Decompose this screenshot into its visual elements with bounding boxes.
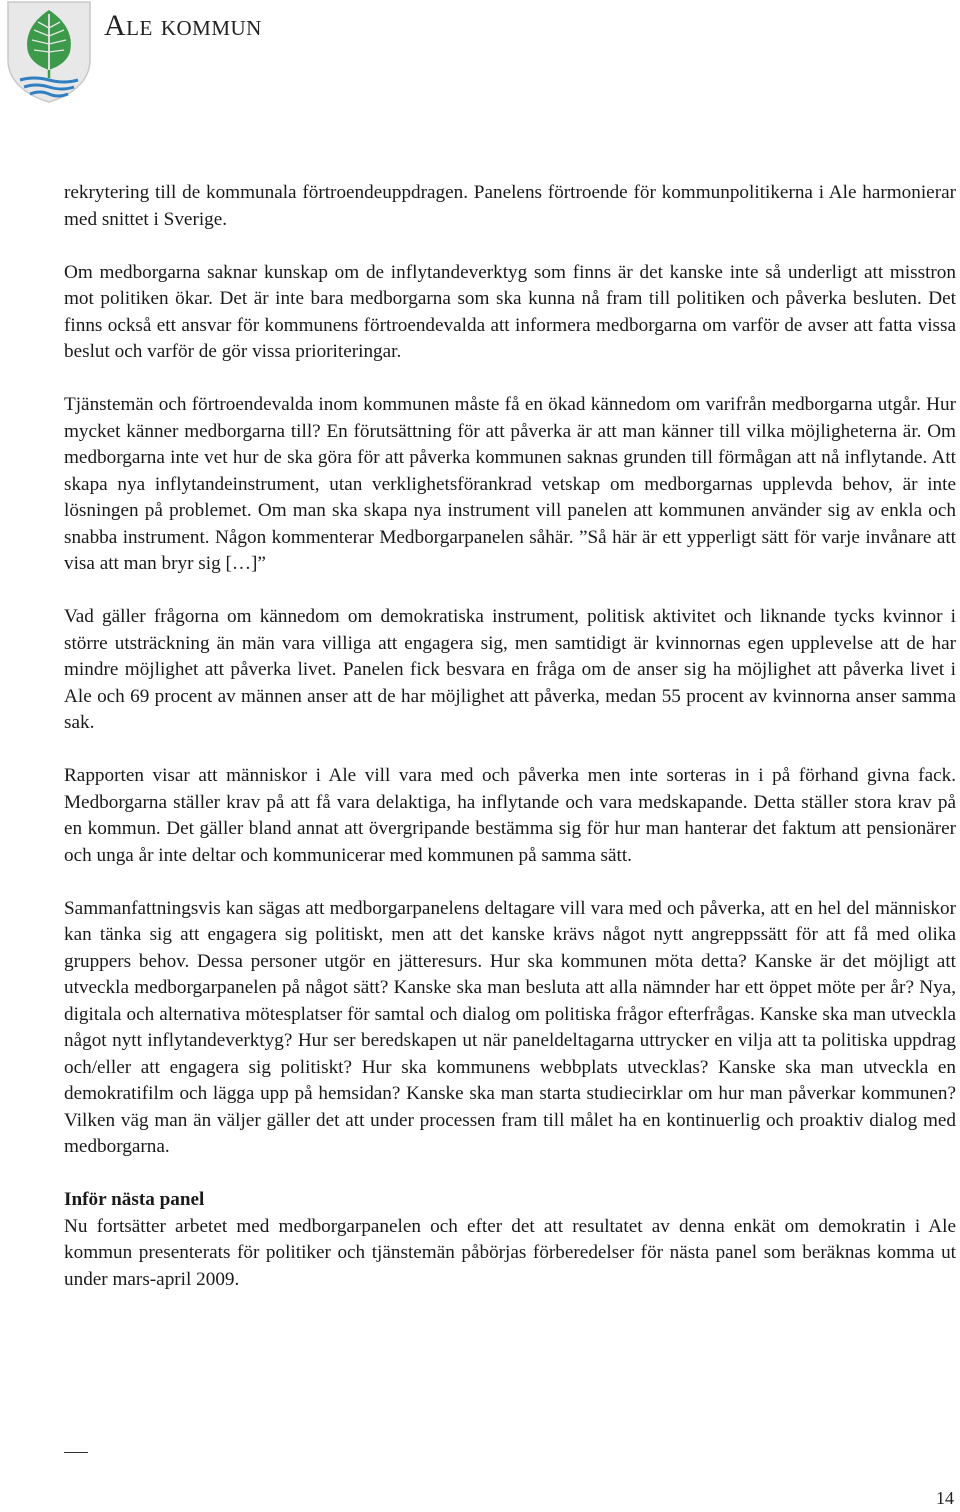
section-paragraph: Nu fortsätter arbetet med medborgarpanelen och efter det att resultatet av denna enkät om demokratin i Ale kommun presenterats för politiker och tjänstemän påbörjas förberedelser för nästa panel som beräknas komma ut under mars-april 2009. — [64, 1215, 956, 1290]
footnote-divider — [64, 1452, 88, 1453]
paragraph: Om medborgarna saknar kunskap om de inflytandeverktyg som finns är det kanske inte så underligt att misstron mot politiken ökar. Det är inte bara medborgarna som ska kunna nå fram till politiken och påverka besluten. Det finns också ett ansvar för kommunens förtroendevalda att informera medborgarna om varför de avser att fatta vissa beslut och varför de gör vissa prioriteringar. — [64, 261, 956, 362]
paragraph: Sammanfattningsvis kan sägas att medborgarpanelens deltagare vill vara med och påverka, att en hel del människor kan tänka sig att engagera sig politiskt, men att det kanske krävs något nytt angreppssätt för att få med olika gruppers behov. Dessa personer utgör en jätteresurs. Hur ska kommunen möta detta? Kanske är det möjligt att utveckla medborgarpanelen på något sätt? Kanske ska man besluta att alla nämnder har ett öppet möte per år? Nya, digitala och alternativa mötesplatser för samtal och dialog om politiska frågor efterfrågas. Kanske ska man utveckla något nytt inflytandeverktyg? Hur ser beredskapen ut när paneldeltagarna uttrycker en vilja att ta politiska uppdrag och/eller att engagera sig politiskt? Hur ska kommunens webbplats utvecklas? Kanske ska man utveckla en demokratifilm och lägga upp på hemsidan? Kanske ska man starta studiecirklar om hur man påverkar kommunen? Vilken väg man än väljer gäller det att under processen fram till målet ha en kontinuerlig och proaktiv dialog med medborgarna. — [64, 897, 956, 1157]
document-body — [64, 180, 956, 1320]
section-heading: Inför nästa panel — [64, 1189, 205, 1210]
ale-kommun-logo-icon — [4, 0, 94, 104]
paragraph: Rapporten visar att människor i Ale vill vara med och påverka men inte sorteras in i på förhand givna fack. Medborgarna ställer krav på att få vara delaktiga, ha inflytande och vara medskapande. Detta ställer stora krav på en kommun. Det gäller bland annat att övergripande bestämma sig för hur man hanterar det faktum att pensionärer och unga år inte deltar och kommunicerar med kommunen på samma sätt. — [64, 765, 956, 866]
paragraph: rekrytering till de kommunala förtroendeuppdragen. Panelens förtroende för kommunpolitikerna i Ale harmonierar med snittet i Sverige. — [64, 182, 956, 230]
logo-wordmark: Ale kommun — [104, 9, 262, 42]
paragraph: Vad gäller frågorna om kännedom om demokratiska instrument, politisk aktivitet och liknande tycks kvinnor i större utsträckning än män vara villiga att engagera sig, men samtidigt är kvinnornas egen upplevelse att de har mindre möjlighet att påverka livet. Panelen fick besvara en fråga om de anser sig ha möjlighet att påverka livet i Ale och 69 procent av männen anser att de har möjlighet att påverka, medan 55 procent av kvinnorna anser samma sak. — [64, 606, 956, 733]
paragraph: Tjänstemän och förtroendevalda inom kommunen måste få en ökad kännedom om varifrån medborgarna utgår. Hur mycket känner medborgarna till? En förutsättning för att påverka är att man känner till vilka möjligheterna är. Om medborgarna inte vet hur de ska göra för att påverka kommunen saknas grunden till förmågan att nå inflytande. Att skapa nya inflytandeinstrument, utan verklighetsförankrad vetskap om medborgarnas upplevda behov, är inte lösningen på problemet. Om man ska skapa nya instrument vill panelen att kommunen använder sig av enkla och snabba instrument. Någon kommenterar Medborgarpanelen såhär. ”Så här är ett ypperligt sätt för varje invånare att visa att man bryr sig […]” — [64, 394, 956, 574]
page-number: 14 — [936, 1488, 954, 1508]
